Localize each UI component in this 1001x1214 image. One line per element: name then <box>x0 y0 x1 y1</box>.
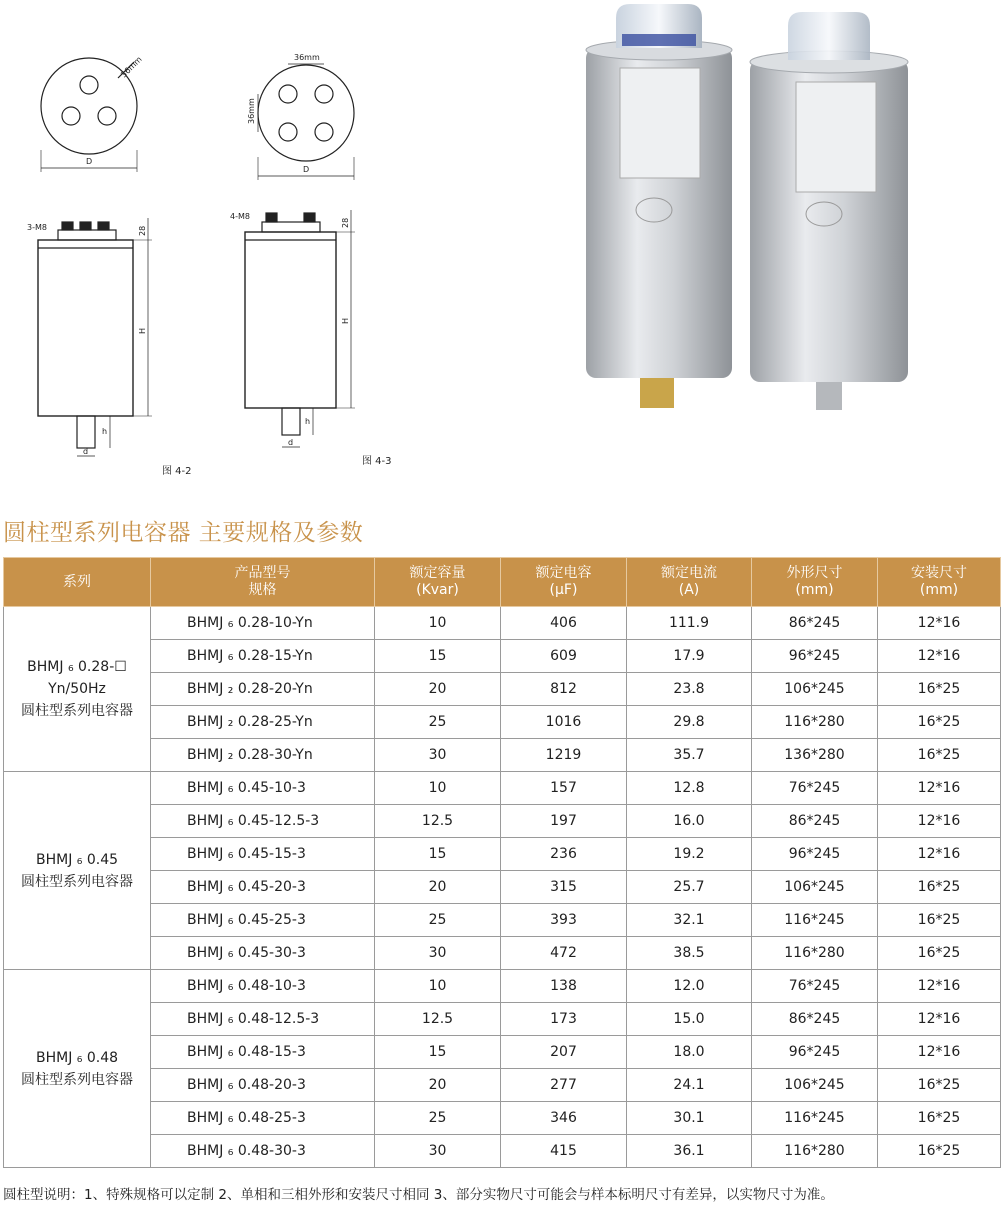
model-cell: BHMJ ₆ 0.48-10-3 <box>151 970 375 1003</box>
header-size: 外形尺寸 (mm) <box>752 558 878 607</box>
size-cell: 86*245 <box>752 1003 878 1036</box>
capacitance-cell: 393 <box>501 904 627 937</box>
header-series: 系列 <box>4 558 151 607</box>
capacitance-cell: 207 <box>501 1036 627 1069</box>
table-row <box>4 772 1001 805</box>
model-cell: BHMJ ₆ 0.28-10-Yn <box>151 607 375 640</box>
mount-cell: 12*16 <box>878 607 1001 640</box>
size-cell: 76*245 <box>752 970 878 1003</box>
table-row <box>4 640 1001 673</box>
current-cell: 23.8 <box>627 673 752 706</box>
model-cell: BHMJ ₂ 0.28-30-Yn <box>151 739 375 772</box>
size-cell: 76*245 <box>752 772 878 805</box>
kvar-cell: 10 <box>375 772 501 805</box>
table-row <box>4 970 1001 1003</box>
capacitance-cell: 173 <box>501 1003 627 1036</box>
spec-table <box>3 557 1001 1168</box>
capacitance-cell: 1016 <box>501 706 627 739</box>
model-cell: BHMJ ₆ 0.45-30-3 <box>151 937 375 970</box>
dim-d-lower-1: d <box>83 447 89 456</box>
kvar-cell: 30 <box>375 1135 501 1168</box>
terminal-4-label: 4-M8 <box>230 212 250 221</box>
current-cell: 29.8 <box>627 706 752 739</box>
model-cell: BHMJ ₆ 0.45-20-3 <box>151 871 375 904</box>
kvar-cell: 20 <box>375 673 501 706</box>
table-row <box>4 1003 1001 1036</box>
dim-36mm-diag: 36mm <box>119 54 144 80</box>
model-cell: BHMJ ₆ 0.45-15-3 <box>151 838 375 871</box>
model-cell: BHMJ ₆ 0.48-25-3 <box>151 1102 375 1135</box>
mount-cell: 16*25 <box>878 673 1001 706</box>
current-cell: 38.5 <box>627 937 752 970</box>
table-row <box>4 871 1001 904</box>
capacitance-cell: 415 <box>501 1135 627 1168</box>
size-cell: 116*245 <box>752 1102 878 1135</box>
model-cell: BHMJ ₆ 0.48-12.5-3 <box>151 1003 375 1036</box>
mount-cell: 12*16 <box>878 1003 1001 1036</box>
kvar-cell: 25 <box>375 904 501 937</box>
table-row <box>4 1069 1001 1102</box>
size-cell: 116*280 <box>752 706 878 739</box>
mount-cell: 16*25 <box>878 937 1001 970</box>
table-row <box>4 673 1001 706</box>
dim-h-upper-1: H <box>138 327 147 334</box>
section-title: 圆柱型系列电容器 主要规格及参数 <box>3 520 364 546</box>
size-cell: 136*280 <box>752 739 878 772</box>
header-kvar: 额定容量 (Kvar) <box>375 558 501 607</box>
series-line: BHMJ ₆ 0.45 <box>35 851 119 868</box>
series-line: 圆柱型系列电容器 <box>21 703 133 719</box>
figure-4-3-caption: 图 4-3 <box>362 456 392 467</box>
series-line: BHMJ ₆ 0.48 <box>35 1049 119 1066</box>
kvar-cell: 15 <box>375 640 501 673</box>
kvar-cell: 25 <box>375 706 501 739</box>
mount-cell: 16*25 <box>878 1069 1001 1102</box>
dim-36mm-vertical: 36mm <box>247 98 256 124</box>
capacitance-cell: 472 <box>501 937 627 970</box>
capacitance-cell: 315 <box>501 871 627 904</box>
table-row <box>4 805 1001 838</box>
dim-h-lower-2: h <box>305 417 311 426</box>
kvar-cell: 10 <box>375 970 501 1003</box>
series-line: 圆柱型系列电容器 <box>21 873 133 890</box>
kvar-cell: 30 <box>375 937 501 970</box>
kvar-cell: 12.5 <box>375 1003 501 1036</box>
dim-36mm-horizontal: 36mm <box>294 53 320 62</box>
table-row <box>4 1102 1001 1135</box>
current-cell: 18.0 <box>627 1036 752 1069</box>
model-cell: BHMJ ₆ 0.48-15-3 <box>151 1036 375 1069</box>
table-row <box>4 607 1001 640</box>
model-cell: BHMJ ₆ 0.48-20-3 <box>151 1069 375 1102</box>
series-line: 圆柱型系列电容器 <box>21 1071 133 1088</box>
figure-4-2-caption: 图 4-2 <box>162 466 192 477</box>
current-cell: 17.9 <box>627 640 752 673</box>
dim-d-lower-2: d <box>288 438 294 447</box>
mount-cell: 16*25 <box>878 706 1001 739</box>
table-row <box>4 706 1001 739</box>
series-line: BHMJ ₆ 0.28-☐ <box>27 659 127 675</box>
dim-h-lower-1: h <box>102 427 108 436</box>
kvar-cell: 30 <box>375 739 501 772</box>
current-cell: 15.0 <box>627 1003 752 1036</box>
table-row <box>4 937 1001 970</box>
kvar-cell: 20 <box>375 871 501 904</box>
series-cell <box>4 772 151 970</box>
size-cell: 86*245 <box>752 607 878 640</box>
table-row <box>4 838 1001 871</box>
dim-28-label-1: 28 <box>138 225 147 236</box>
mount-cell: 16*25 <box>878 1135 1001 1168</box>
size-cell: 116*245 <box>752 904 878 937</box>
size-cell: 96*245 <box>752 1036 878 1069</box>
capacitor-top-view-4 <box>258 65 354 161</box>
table-row <box>4 1135 1001 1168</box>
current-cell: 12.0 <box>627 970 752 1003</box>
current-cell: 24.1 <box>627 1069 752 1102</box>
model-cell: BHMJ ₆ 0.45-25-3 <box>151 904 375 937</box>
model-cell: BHMJ ₂ 0.28-20-Yn <box>151 673 375 706</box>
mount-cell: 12*16 <box>878 970 1001 1003</box>
capacitance-cell: 197 <box>501 805 627 838</box>
capacitance-cell: 609 <box>501 640 627 673</box>
dim-28-label-2: 28 <box>341 217 350 228</box>
table-header-row <box>4 558 1001 607</box>
series-cell <box>4 970 151 1168</box>
dimension-drawings <box>0 0 560 500</box>
model-cell: BHMJ ₆ 0.45-10-3 <box>151 772 375 805</box>
mount-cell: 16*25 <box>878 739 1001 772</box>
model-cell: BHMJ ₂ 0.28-25-Yn <box>151 706 375 739</box>
footnote: 圆柱型说明：1、特殊规格可以定制 2、单相和三相外形和安装尺寸相同 3、部分实物尺寸可能会与样本标明尺寸有差异，以实物尺寸为准。 <box>3 1187 834 1203</box>
header-mount: 安装尺寸 (mm) <box>878 558 1001 607</box>
current-cell: 25.7 <box>627 871 752 904</box>
size-cell: 96*245 <box>752 838 878 871</box>
size-cell: 96*245 <box>752 640 878 673</box>
series-line: Yn/50Hz <box>48 681 106 697</box>
size-cell: 86*245 <box>752 805 878 838</box>
mount-cell: 12*16 <box>878 1036 1001 1069</box>
size-cell: 116*280 <box>752 1135 878 1168</box>
model-cell: BHMJ ₆ 0.48-30-3 <box>151 1135 375 1168</box>
current-cell: 16.0 <box>627 805 752 838</box>
capacitance-cell: 406 <box>501 607 627 640</box>
current-cell: 30.1 <box>627 1102 752 1135</box>
size-cell: 116*280 <box>752 937 878 970</box>
kvar-cell: 10 <box>375 607 501 640</box>
capacitance-cell: 346 <box>501 1102 627 1135</box>
table-row <box>4 1036 1001 1069</box>
model-cell: BHMJ ₆ 0.45-12.5-3 <box>151 805 375 838</box>
size-cell: 106*245 <box>752 1069 878 1102</box>
header-current: 额定电流 (A) <box>627 558 752 607</box>
capacitor-product-photo <box>570 0 990 420</box>
header-capacitance: 额定电容 (μF) <box>501 558 627 607</box>
header-model: 产品型号 规格 <box>151 558 375 607</box>
capacitance-cell: 157 <box>501 772 627 805</box>
kvar-cell: 15 <box>375 838 501 871</box>
capacitance-cell: 1219 <box>501 739 627 772</box>
capacitance-cell: 236 <box>501 838 627 871</box>
current-cell: 111.9 <box>627 607 752 640</box>
table-row <box>4 739 1001 772</box>
dim-d-label-2: D <box>303 165 310 174</box>
current-cell: 19.2 <box>627 838 752 871</box>
kvar-cell: 25 <box>375 1102 501 1135</box>
table-row <box>4 904 1001 937</box>
terminal-3-label: 3-M8 <box>27 223 47 232</box>
mount-cell: 16*25 <box>878 1102 1001 1135</box>
dim-h-upper-2: H <box>341 317 350 324</box>
mount-cell: 12*16 <box>878 772 1001 805</box>
capacitance-cell: 277 <box>501 1069 627 1102</box>
current-cell: 35.7 <box>627 739 752 772</box>
mount-cell: 16*25 <box>878 871 1001 904</box>
model-cell: BHMJ ₆ 0.28-15-Yn <box>151 640 375 673</box>
mount-cell: 12*16 <box>878 640 1001 673</box>
capacitance-cell: 138 <box>501 970 627 1003</box>
series-cell <box>4 607 151 772</box>
kvar-cell: 12.5 <box>375 805 501 838</box>
mount-cell: 12*16 <box>878 838 1001 871</box>
dim-d-label-1: D <box>86 157 93 166</box>
current-cell: 12.8 <box>627 772 752 805</box>
kvar-cell: 15 <box>375 1036 501 1069</box>
kvar-cell: 20 <box>375 1069 501 1102</box>
mount-cell: 12*16 <box>878 805 1001 838</box>
size-cell: 106*245 <box>752 871 878 904</box>
capacitance-cell: 812 <box>501 673 627 706</box>
current-cell: 32.1 <box>627 904 752 937</box>
size-cell: 106*245 <box>752 673 878 706</box>
mount-cell: 16*25 <box>878 904 1001 937</box>
current-cell: 36.1 <box>627 1135 752 1168</box>
